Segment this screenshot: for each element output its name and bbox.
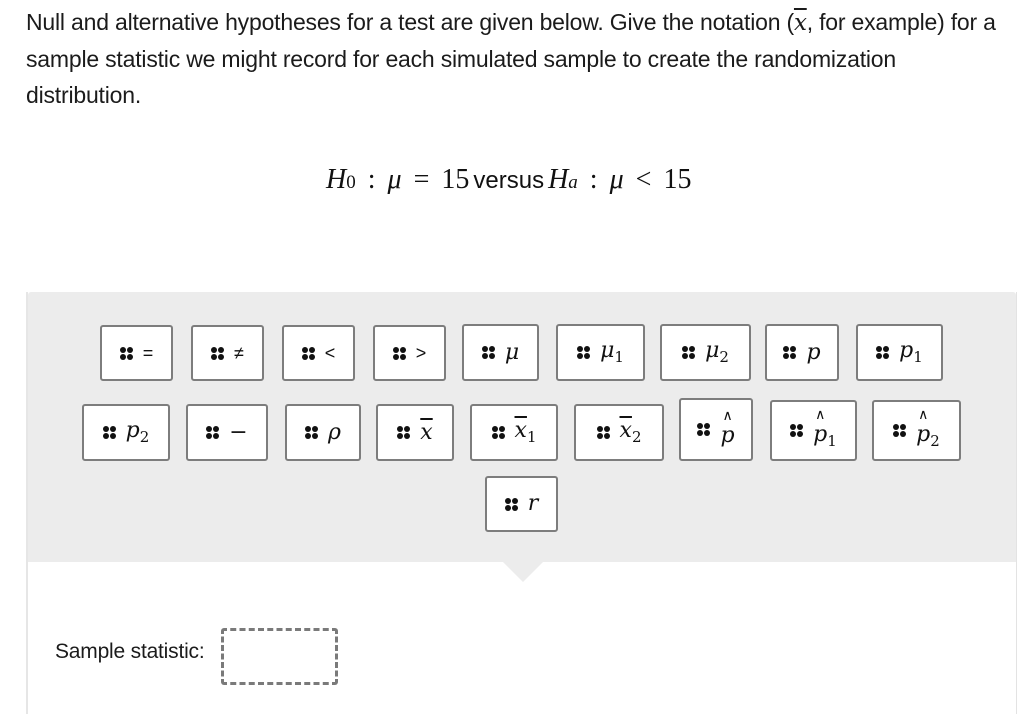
parameter-symbol: μ <box>609 164 624 195</box>
answer-area-border <box>1016 292 1017 714</box>
tile-phat1[interactable] <box>770 400 857 461</box>
tile-equals[interactable] <box>100 325 173 381</box>
parameter-symbol: μ <box>387 164 402 195</box>
question-text-part: Null and alternative hypotheses for a test are given below. Give the notation ( <box>26 9 794 35</box>
hat-accent: ∧ <box>815 407 826 423</box>
xbar-example-symbol: $\overline{x}$ <box>793 10 807 36</box>
tile-symbol: ∧ $p_2$ <box>916 407 940 450</box>
tile-less-than[interactable] <box>282 325 355 381</box>
tile-symbol: $p_1$ <box>899 338 923 366</box>
tile-symbol: ∧ p <box>720 407 735 448</box>
tile-symbol: μ <box>504 339 520 365</box>
sample-statistic-label: Sample statistic: <box>55 640 205 663</box>
tile-rho[interactable] <box>285 404 361 461</box>
tile-symbol: $\overline{x}_2$ <box>619 418 642 446</box>
colon: : <box>589 164 598 195</box>
alt-value: 15 <box>663 164 692 195</box>
drag-handle-icon <box>206 426 219 439</box>
drag-handle-icon <box>893 424 906 437</box>
drag-handle-icon <box>492 426 505 439</box>
palette-pointer-caret <box>503 562 543 582</box>
drag-handle-icon <box>103 426 116 439</box>
tile-symbol: − <box>229 419 248 445</box>
colon: : <box>367 164 376 195</box>
tile-symbol: $\mu_2$ <box>705 338 729 366</box>
tile-p2[interactable] <box>82 404 170 461</box>
tile-symbol: > <box>415 343 427 363</box>
tile-p1[interactable] <box>856 324 943 381</box>
drag-handle-icon <box>211 347 224 360</box>
null-operator: = <box>413 164 430 195</box>
tile-r[interactable] <box>485 476 558 532</box>
tile-symbol: $\mu_1$ <box>600 338 624 366</box>
drag-handle-icon <box>876 346 889 359</box>
tile-minus[interactable] <box>186 404 268 461</box>
tile-symbol: r <box>527 491 539 516</box>
tile-not-equals[interactable] <box>191 325 264 381</box>
tile-greater-than[interactable] <box>373 325 446 381</box>
drag-handle-icon <box>783 346 796 359</box>
drag-handle-icon <box>505 498 518 511</box>
tile-symbol: ρ <box>328 419 341 445</box>
null-hypothesis-label: H <box>326 164 347 195</box>
hat-accent: ∧ <box>722 407 733 424</box>
tile-symbol: p <box>806 339 821 365</box>
question-text-part: , for example) for a sample statistic we might record for each simulated sample to create the randomization distribution. <box>26 9 996 108</box>
tile-symbol: = <box>142 343 154 363</box>
tile-phat2[interactable] <box>872 400 961 461</box>
drag-handle-icon <box>577 346 590 359</box>
drag-handle-icon <box>682 346 695 359</box>
hat-accent: ∧ <box>918 407 929 423</box>
drag-handle-icon <box>597 426 610 439</box>
drag-handle-icon <box>697 423 710 436</box>
drag-handle-icon <box>790 424 803 437</box>
alt-hypothesis-label: H <box>548 164 569 195</box>
sample-statistic-dropzone[interactable] <box>221 628 338 685</box>
drag-handle-icon <box>305 426 318 439</box>
tile-phat[interactable] <box>679 398 753 461</box>
tile-xbar2[interactable] <box>574 404 664 461</box>
null-value: 15 <box>441 164 470 195</box>
null-hypothesis-subscript: 0 <box>346 172 356 193</box>
tile-symbol: ∧ $p_1$ <box>813 407 837 450</box>
tile-p[interactable] <box>765 324 839 381</box>
drag-handle-icon <box>302 347 315 360</box>
versus-text: versus <box>473 167 545 194</box>
tile-xbar1[interactable] <box>470 404 558 461</box>
tile-symbol: < <box>324 343 336 363</box>
drag-handle-icon <box>393 347 406 360</box>
hypotheses-statement <box>326 164 691 204</box>
tile-symbol: $p_2$ <box>125 418 150 446</box>
drag-handle-icon <box>482 346 495 359</box>
question-text <box>26 4 1016 113</box>
tile-symbol: ≠ <box>234 343 244 363</box>
tile-mu1[interactable] <box>556 324 645 381</box>
alt-hypothesis-subscript: a <box>568 172 578 193</box>
tile-mu2[interactable] <box>660 324 751 381</box>
tile-mu[interactable] <box>462 324 539 381</box>
symbol-palette <box>28 292 1016 562</box>
tile-symbol: $\overline{x}$ <box>420 419 433 445</box>
drag-handle-icon <box>397 426 410 439</box>
drag-handle-icon <box>120 347 133 360</box>
alt-operator: < <box>635 164 652 195</box>
tile-symbol: $\overline{x}_1$ <box>514 418 537 446</box>
tile-xbar[interactable] <box>376 404 454 461</box>
